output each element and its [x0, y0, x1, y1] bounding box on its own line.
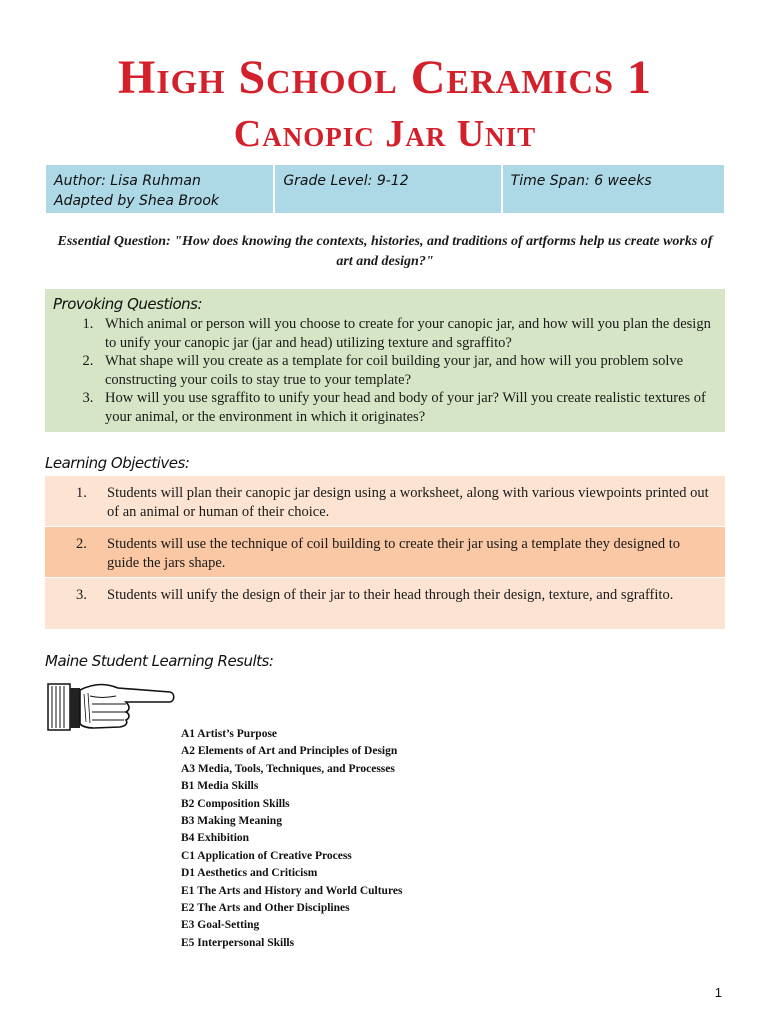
page-title: High School Ceramics 1 — [118, 51, 652, 104]
pointing-hand-icon — [46, 676, 176, 734]
list-item: 1. Which animal or person will you choose to create for your canopic jar, and how will you plan the design to unify your canopic jar (jar and head) utilizing texture and sgraffito? — [97, 315, 717, 352]
objective-row — [45, 578, 725, 629]
list-item: C1 Application of Creative Process — [181, 849, 352, 862]
page-subtitle: Canopic Jar Unit — [233, 113, 537, 155]
objective-number: 1. — [76, 485, 87, 501]
time-text: Time Span: 6 weeks — [510, 173, 652, 189]
grade-text: Grade Level: 9-12 — [283, 173, 409, 189]
provoking-questions-box — [45, 289, 725, 432]
list-item: A3 Media, Tools, Techniques, and Processes — [181, 762, 395, 775]
essential-question: Essential Question: "How does knowing the contexts, histories, and traditions of artforms help us create works of art and design?" — [57, 234, 713, 269]
list-item: B1 Media Skills — [181, 780, 259, 793]
page-number: 1 — [714, 985, 722, 1000]
list-item: B3 Making Meaning — [181, 815, 282, 828]
list-item: A1 Artist’s Purpose — [181, 728, 278, 740]
objective-row — [45, 527, 725, 577]
list-item: E3 Goal-Setting — [181, 919, 260, 932]
maine-heading: Maine Student Learning Results: — [45, 652, 274, 670]
objective-text: Students will plan their canopic jar design using a worksheet, along with various viewpoints printed out of an animal or human of their choice. — [107, 485, 709, 520]
list-item: 3. How will you use sgraffito to unify your head and body of your jar? Will you create realistic textures of your animal, or the environment in which it originates? — [97, 389, 717, 426]
objectives-heading: Learning Objectives: — [45, 454, 190, 472]
provoking-heading: Provoking Questions: — [53, 295, 203, 313]
objective-text: Students will unify the design of their jar to their head through their design, texture, and sgraffito. — [107, 587, 674, 603]
list-item: B4 Exhibition — [181, 832, 250, 845]
learning-results-list — [181, 726, 402, 952]
objective-row — [45, 476, 725, 526]
list-item: B2 Composition Skills — [181, 797, 290, 810]
provoking-list — [53, 315, 717, 426]
list-item: E5 Interpersonal Skills — [181, 936, 295, 949]
list-item: E1 The Arts and History and World Cultures — [181, 884, 403, 897]
list-item: E2 The Arts and Other Disciplines — [181, 902, 350, 915]
list-item: 2. What shape will you create as a template for coil building your jar, and how will you problem solve constructing your coils to stay true to your template? — [97, 352, 717, 389]
grade-cell — [273, 165, 500, 213]
objective-number: 3. — [76, 587, 87, 603]
list-item: D1 Aesthetics and Criticism — [181, 867, 318, 880]
list-item: A2 Elements of Art and Principles of Design — [181, 745, 398, 758]
info-table — [45, 164, 725, 214]
time-cell — [501, 165, 724, 213]
objective-number: 2. — [76, 536, 87, 552]
author-cell — [46, 165, 273, 213]
author-text: Author: Lisa Ruhman — [54, 173, 201, 189]
objective-text: Students will use the technique of coil building to create their jar using a template they designed to guide the jars shape. — [107, 536, 681, 571]
adapted-text: Adapted by Shea Brook — [54, 193, 219, 209]
